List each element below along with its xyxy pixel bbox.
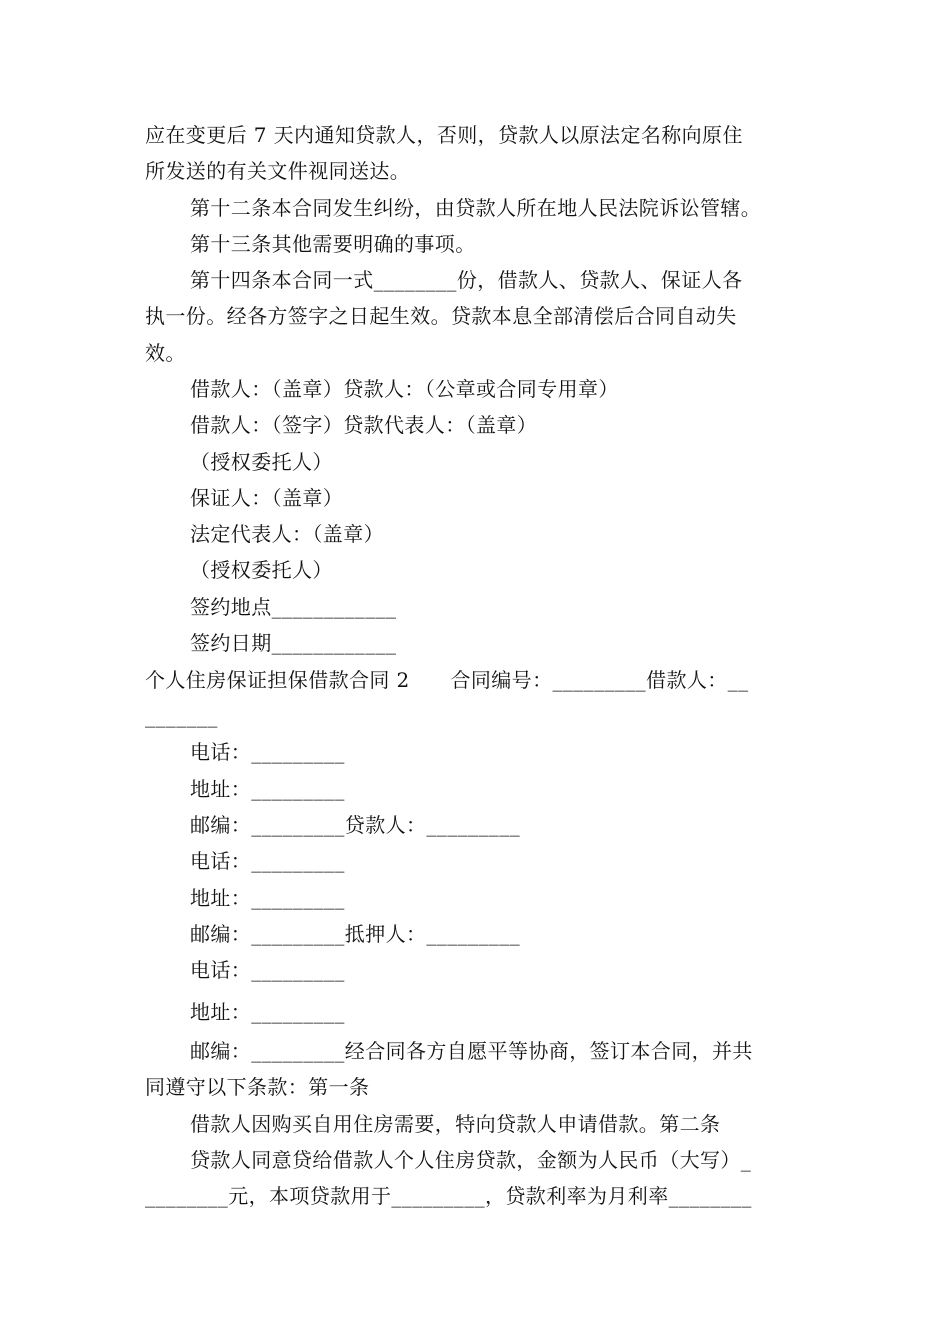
article-14: 第十四条本合同一式________份，借款人、贷款人、保证人各 [190,268,743,292]
text-line: 效。 [145,341,186,365]
address-field: 地址：_________ [190,777,345,801]
authorized-agent-label: （授权委托人） [190,558,333,582]
signing-place-field: 签约地点____________ [190,595,397,619]
guarantor-label: 保证人：（盖章） [190,486,344,510]
article-12: 第十二条本合同发生纠纷，由贷款人所在地人民法院诉讼管辖。 [190,196,762,220]
legal-representative-label: 法定代表人：（盖章） [190,522,384,546]
authorized-agent-label: （授权委托人） [190,450,333,474]
postcode-mortgagor-field: 邮编：_________抵押人：_________ [190,922,520,946]
text-line: ________元，本项贷款用于_________，贷款利率为月利率________ [145,1184,752,1208]
text-line: 应在变更后 7 天内通知贷款人，否则，贷款人以原法定名称向原住 [145,123,743,147]
text-line: 所发送的有关文件视同送达。 [145,159,411,183]
postcode-agreement-line: 邮编：_________经合同各方自愿平等协商，签订本合同，并共 [190,1039,753,1063]
article-13: 第十三条其他需要明确的事项。 [190,232,476,256]
signature-line-borrower-representative: 借款人：（签字）贷款代表人：（盖章） [190,413,538,437]
phone-field: 电话：_________ [190,958,345,982]
phone-field: 电话：_________ [190,740,345,764]
signature-line-borrower-lender: 借款人：（盖章）贷款人：（公章或合同专用章） [190,377,619,401]
text-line: 执一份。经各方签字之日起生效。贷款本息全部清偿后合同自动失 [145,304,737,328]
contract-title-line: 个人住房保证担保借款合同 2 合同编号：_________借款人：__ [145,668,749,692]
signing-date-field: 签约日期____________ [190,631,397,655]
article-2: 贷款人同意贷给借款人个人住房贷款，金额为人民币（大写）_ [190,1148,752,1172]
article-1: 借款人因购买自用住房需要，特向贷款人申请借款。第二条 [190,1112,721,1136]
text-line: _______ [145,704,218,728]
phone-field: 电话：_________ [190,849,345,873]
address-field: 地址：_________ [190,886,345,910]
text-line: 同遵守以下条款：第一条 [145,1075,370,1099]
postcode-lender-field: 邮编：_________贷款人：_________ [190,813,520,837]
address-field: 地址：_________ [190,1000,345,1024]
